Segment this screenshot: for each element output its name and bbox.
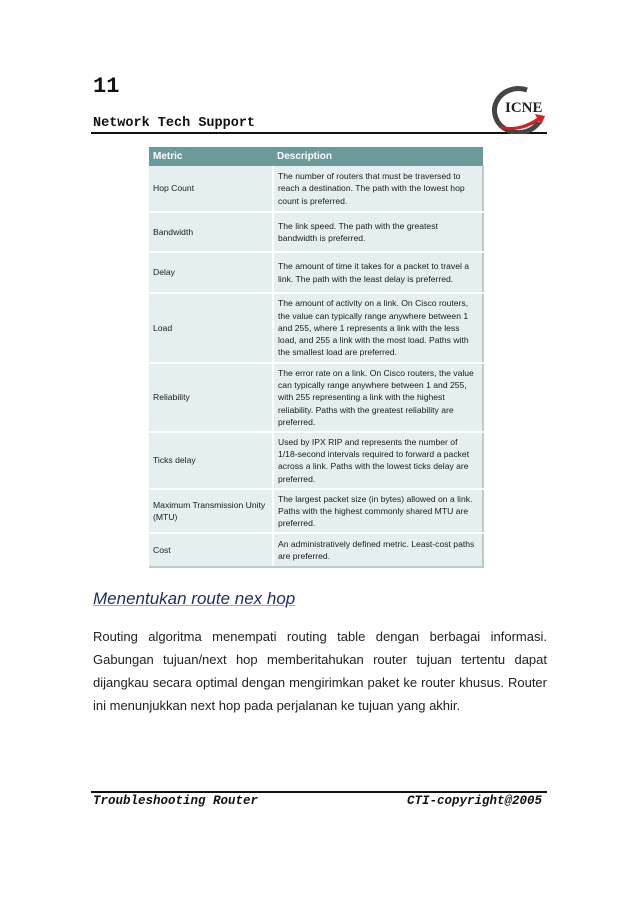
column-header-metric: Metric: [149, 147, 273, 166]
metric-cell: Load: [149, 293, 273, 363]
column-header-description: Description: [273, 147, 483, 166]
description-cell: The link speed. The path with the greatest bandwidth is preferred.: [273, 212, 483, 252]
header-divider: [91, 132, 547, 134]
body-paragraph: Routing algoritma menempati routing table dengan berbagai informasi. Gabungan tujuan/next hop memberitahukan router tujuan tertentu dapat dijangkau secara optimal dengan mengirimkan paket ke router khusus. Router ini menunjukkan next hop pada perjalanan ke tujuan yang akhir.: [93, 629, 547, 713]
icne-logo: [487, 82, 547, 134]
footer-left-text: Troubleshooting Router: [93, 794, 259, 808]
section-heading: [93, 589, 295, 609]
header-title: Network Tech Support: [93, 116, 256, 131]
table-row: [149, 252, 483, 293]
description-cell: The amount of activity on a link. On Cisco routers, the value can typically range anywhere between 1 and 255, where 1 represents a link with the less load, and 255 a link with the most load. Paths with the smallest load are preferred.: [273, 293, 483, 363]
metric-cell: Hop Count: [149, 166, 273, 212]
page-number: 11: [93, 74, 120, 99]
table-row: [149, 533, 483, 567]
table-header-row: [149, 147, 483, 166]
description-cell: The number of routers that must be traversed to reach a destination. The path with the lowest hop count is preferred.: [273, 166, 483, 212]
table-row: [149, 212, 483, 252]
description-cell: An administratively defined metric. Least-cost paths are preferred.: [273, 533, 483, 567]
table-row: [149, 489, 483, 534]
description-cell: Used by IPX RIP and represents the number of 1/18-second intervals required to forward a packet across a link. Paths with the lowest ticks delay are preferred.: [273, 432, 483, 489]
footer-divider: [91, 791, 547, 793]
footer-right-text: CTI-copyright@2005: [406, 794, 542, 808]
table-row: [149, 293, 483, 363]
table-row: [149, 166, 483, 212]
description-cell: The error rate on a link. On Cisco routers, the value can typically range anywhere between 1 and 255, with 255 representing a link with the highest reliability. Paths with the greatest reliability are preferred.: [273, 363, 483, 432]
metric-cell: Cost: [149, 533, 273, 567]
metrics-table: [149, 147, 484, 568]
description-cell: The amount of time it takes for a packet to travel a link. The path with the least delay is preferred.: [273, 252, 483, 293]
table-row: [149, 363, 483, 432]
metric-cell: Delay: [149, 252, 273, 293]
description-cell: The largest packet size (in bytes) allowed on a link. Paths with the highest commonly shared MTU are preferred.: [273, 489, 483, 534]
metric-cell: Reliability: [149, 363, 273, 432]
table-row: [149, 432, 483, 489]
section-heading-text: Menentukan route nex hop: [93, 589, 296, 608]
metric-cell: Ticks delay: [149, 432, 273, 489]
svg-text:ICNE: ICNE: [505, 100, 543, 116]
metric-cell: Bandwidth: [149, 212, 273, 252]
metric-cell: Maximum Transmission Unity (MTU): [149, 489, 273, 534]
icne-logo-icon: [487, 82, 547, 134]
